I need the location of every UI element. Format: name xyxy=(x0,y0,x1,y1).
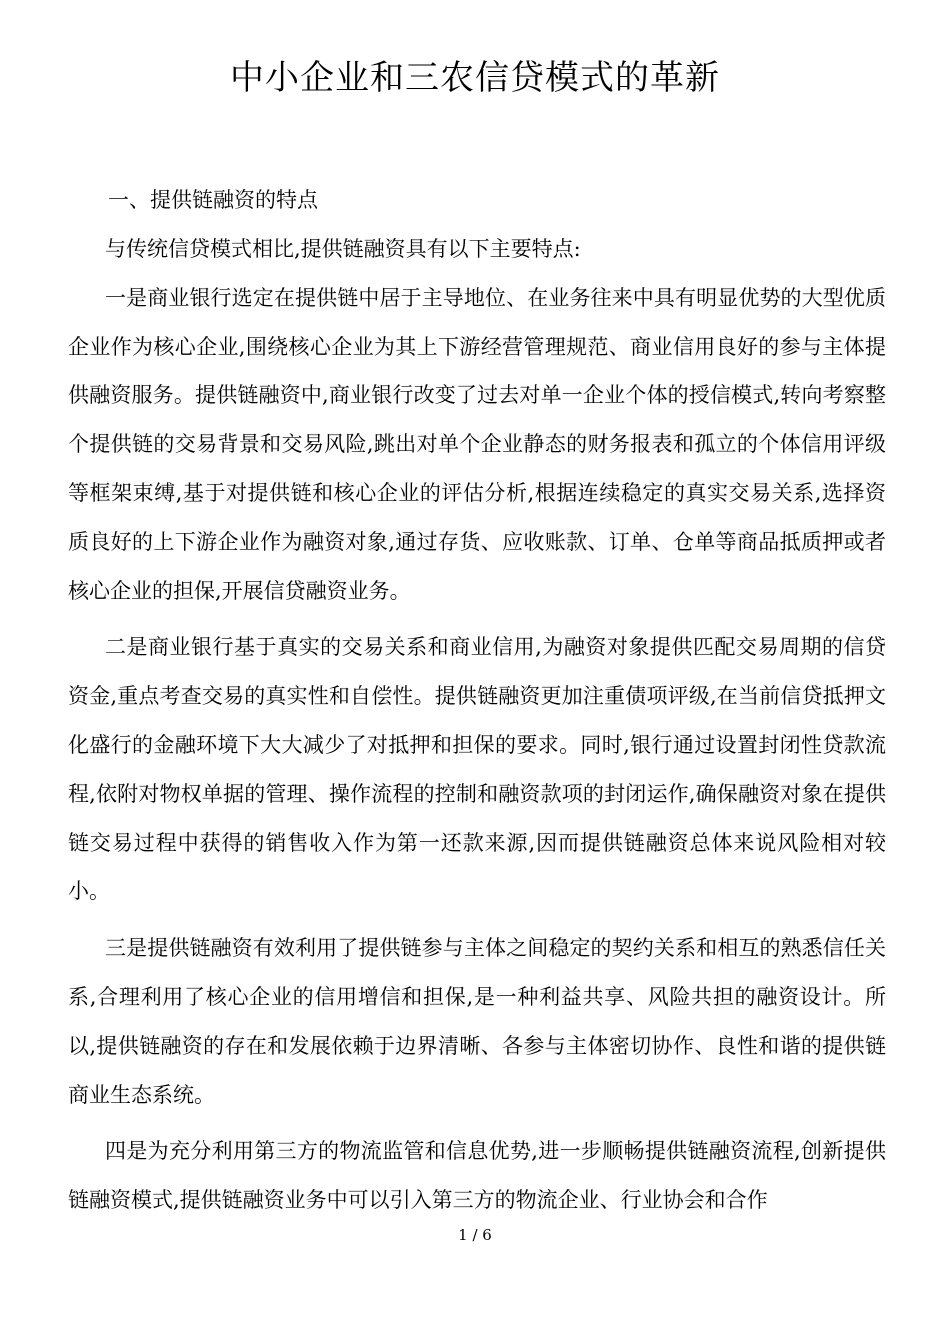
document-body xyxy=(68,225,886,1225)
paragraph-1: 一是商业银行选定在提供链中居于主导地位、在业务往来中具有明显优势的大型优质企业作为核心企业,围绕核心企业为其上下游经营管理规范、商业信用良好的参与主体提供融资服务。提供链融资中,商业银行改变了过去对单一企业个体的授信模式,转向考察整个提供链的交易背景和交易风险,跳出对单个企业静态的财务报表和孤立的个体信用评级等框架束缚,基于对提供链和核心企业的评估分析,根据连续稳定的真实交易关系,选择资质良好的上下游企业作为融资对象,通过存货、应收账款、订单、仓单等商品抵质押或者核心企业的担保,开展信贷融资业务。 xyxy=(68,285,886,603)
page-number: 1 / 6 xyxy=(458,1226,492,1244)
paragraph-2: 二是商业银行基于真实的交易关系和商业信用,为融资对象提供匹配交易周期的信贷资金,重点考查交易的真实性和自偿性。提供链融资更加注重债项评级,在当前信贷抵押文化盛行的金融环境下大大减少了对抵押和担保的要求。同时,银行通过设置封闭性贷款流程,依附对物权单据的管理、操作流程的控制和融资款项的封闭运作,确保融资对象在提供链交易过程中获得的销售收入作为第一还款来源,因而提供链融资总体来说风险相对较小。 xyxy=(68,635,886,904)
paragraph-4: 四是为充分利用第三方的物流监管和信息优势,进一步顺畅提供链融资流程,创新提供链融资模式,提供链融资业务中可以引入第三方的物流企业、行业协会和合作 xyxy=(68,1139,886,1213)
paragraph-3: 三是提供链融资有效利用了提供链参与主体之间稳定的契约关系和相互的熟悉信任关系,合理利用了核心企业的信用增信和担保,是一种利益共享、风险共担的融资设计。所以,提供链融资的存在和发展依赖于边界清晰、各参与主体密切协作、良性和谐的提供链商业生态系统。 xyxy=(68,936,886,1107)
paragraph-gap xyxy=(68,1119,886,1127)
section-heading: 一、提供链融资的特点 xyxy=(108,188,318,212)
paragraph-gap xyxy=(68,916,886,924)
document-title: 中小企业和三农信贷模式的革新 xyxy=(230,58,720,98)
paragraph-gap xyxy=(68,615,886,623)
intro-paragraph: 与传统信贷模式相比,提供链融资具有以下主要特点: xyxy=(105,237,581,261)
